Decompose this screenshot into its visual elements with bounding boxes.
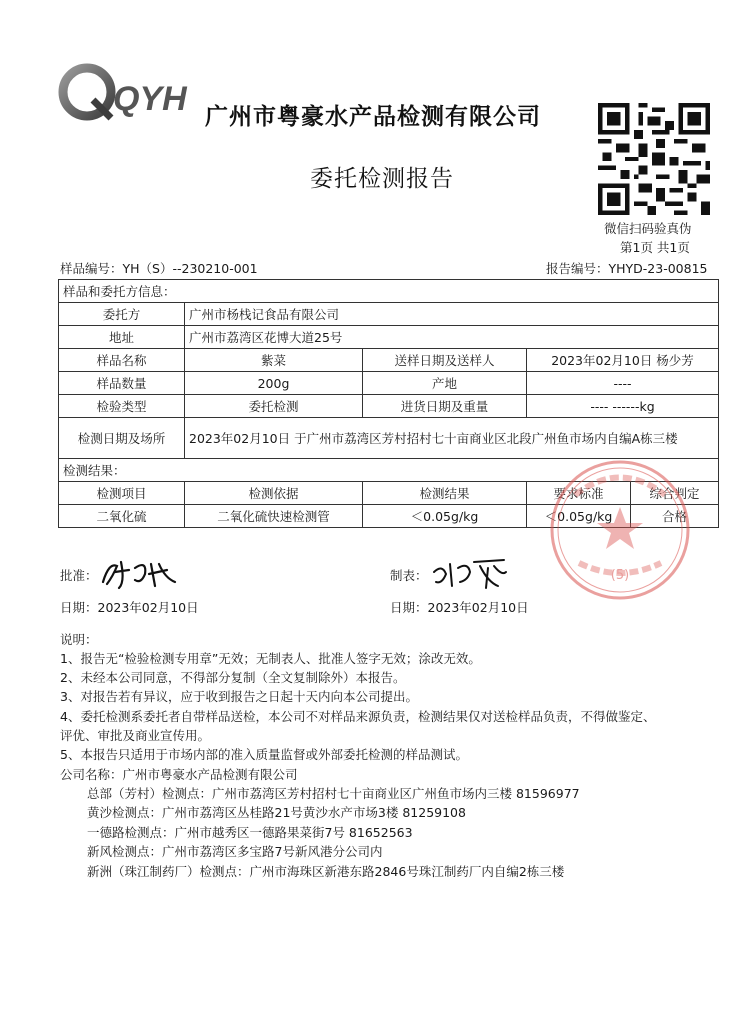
table-row [59, 326, 719, 349]
col-judgement: 综合判定 [631, 482, 719, 505]
note-4b: 评优、审批及商业宣传用。 [60, 728, 211, 743]
location-xinzhou: 新洲（珠江制药厂）检测点：广州市海珠区新港东路2846号珠江制药厂内自编2栋三楼 [87, 864, 565, 879]
row-basis: 二氧化硫快速检测管 [185, 505, 363, 528]
company-logo [55, 62, 190, 122]
row-judgement: 合格 [631, 505, 719, 528]
table-row [59, 418, 719, 459]
table-row [59, 395, 719, 418]
col-basis: 检测依据 [185, 482, 363, 505]
table-row [59, 482, 719, 505]
origin-label: 产地 [363, 372, 527, 395]
prepare-label: 制表： [390, 568, 428, 583]
location-hq: 总部（芳村）检测点：广州市荔湾区芳村招村七十亩商业区广州鱼市场内三楼 81596977 [87, 786, 580, 801]
col-standard: 要求标准 [527, 482, 631, 505]
page-info: 第1页 共1页 [620, 240, 690, 255]
location-yide: 一德路检测点：广州市越秀区一德路果菜街7号 81652563 [87, 825, 413, 840]
client-value: 广州市杨栈记食品有限公司 [185, 303, 719, 326]
report-table [58, 279, 719, 528]
address-value: 广州市荔湾区花博大道25号 [185, 326, 719, 349]
notes-title: 说明： [60, 632, 98, 647]
sample-name-label: 样品名称 [59, 349, 185, 372]
logo-text: QYH [113, 80, 187, 118]
company-line: 公司名称：广州市粤豪水产品检测有限公司 [60, 767, 298, 782]
approve-date: 日期：2023年02月10日 [60, 600, 199, 615]
delivery-value: 2023年02月10日 杨少芳 [527, 349, 719, 372]
table-row [59, 280, 719, 303]
address-label: 地址 [59, 326, 185, 349]
date-place-value: 2023年02月10日 于广州市荔湾区芳村招村七十亩商业区北段广州鱼市场内自编A栋三楼 [185, 418, 719, 459]
type-label: 检验类型 [59, 395, 185, 418]
quantity-label: 样品数量 [59, 372, 185, 395]
report-title: 委托检测报告 [310, 166, 454, 192]
quantity-value: 200g [185, 372, 363, 395]
report-number: 报告编号：YHYD-23-00815 [546, 261, 708, 276]
note-3: 3、对报告若有异议，应于收到报告之日起十天内向本公司提出。 [60, 689, 418, 704]
col-item: 检测项目 [59, 482, 185, 505]
delivery-label: 送样日期及送样人 [363, 349, 527, 372]
row-item: 二氧化硫 [59, 505, 185, 528]
sample-name-value: 紫菜 [185, 349, 363, 372]
qr-code-icon [598, 103, 710, 215]
table-row [59, 303, 719, 326]
location-huangsha: 黄沙检测点：广州市荔湾区丛桂路21号黄沙水产市场3楼 81259108 [87, 805, 466, 820]
approver-signature [95, 552, 185, 592]
note-5: 5、本报告只适用于市场内部的准入质量监督或外部委托检测的样品测试。 [60, 747, 468, 762]
location-xinfeng: 新风检测点：广州市荔湾区多宝路7号新风港分公司内 [87, 844, 383, 859]
table-row [59, 505, 719, 528]
purchase-value: ---- ------kg [527, 395, 719, 418]
row-result: ＜0.05g/kg [363, 505, 527, 528]
date-place-label: 检测日期及场所 [59, 418, 185, 459]
purchase-label: 进货日期及重量 [363, 395, 527, 418]
origin-value: ---- [527, 372, 719, 395]
svg-text:(5): (5) [610, 568, 630, 583]
note-4a: 4、委托检测系委托者自带样品送检，本公司不对样品来源负责，检测结果仅对送检样品负责，不得做鉴定、 [60, 709, 656, 724]
preparer-signature [428, 552, 513, 592]
col-result: 检测结果 [363, 482, 527, 505]
type-value: 委托检测 [185, 395, 363, 418]
company-name: 广州市粤豪水产品检测有限公司 [205, 104, 541, 130]
table-row [59, 459, 719, 482]
prepare-date: 日期：2023年02月10日 [390, 600, 529, 615]
approve-label: 批准： [60, 568, 98, 583]
row-standard: ＜0.05g/kg [527, 505, 631, 528]
table-row [59, 372, 719, 395]
qr-caption: 微信扫码验真伪 [604, 221, 692, 236]
section-result: 检测结果： [59, 459, 719, 482]
section-sample-info: 样品和委托方信息： [59, 280, 719, 303]
client-label: 委托方 [59, 303, 185, 326]
table-row [59, 349, 719, 372]
sample-number: 样品编号：YH（S）--230210-001 [60, 261, 258, 276]
note-1: 1、报告无“检验检测专用章”无效；无制表人、批准人签字无效；涂改无效。 [60, 651, 481, 666]
note-2: 2、未经本公司同意，不得部分复制（全文复制除外）本报告。 [60, 670, 406, 685]
